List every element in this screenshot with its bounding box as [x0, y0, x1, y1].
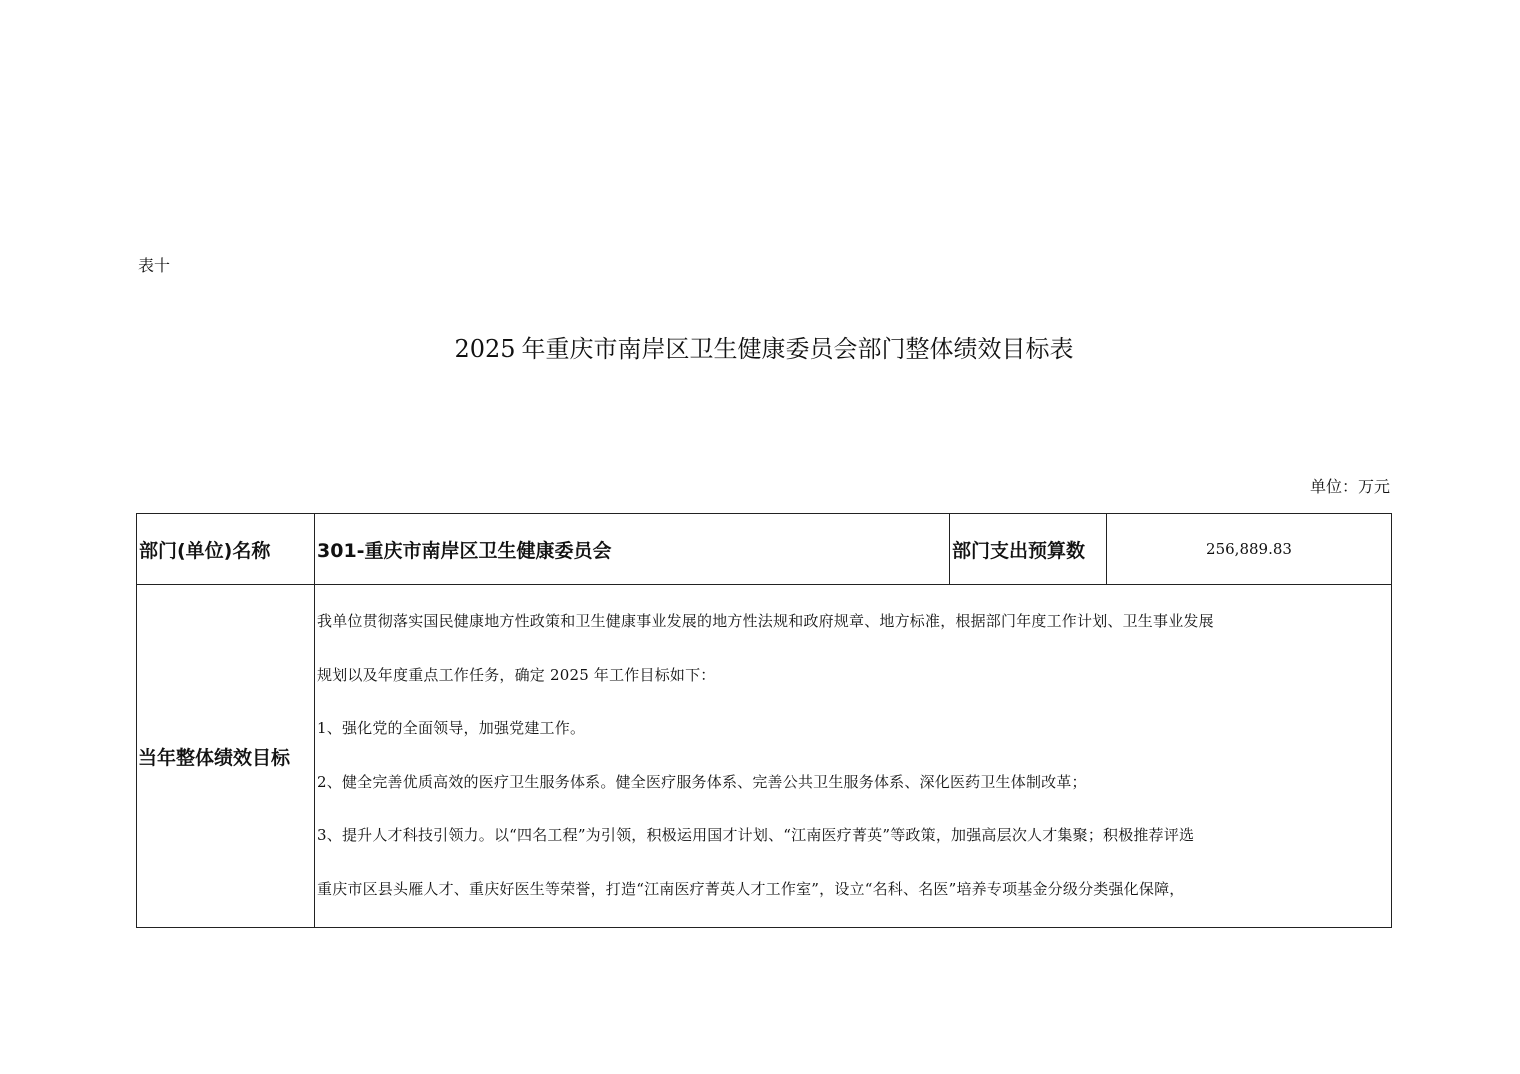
budget-value: 256,889.83 [1107, 514, 1392, 585]
goal-line: 我单位贯彻落实国民健康地方性政策和卫生健康事业发展的地方性法规和政府规章、地方标准，根据部门年度工作计划、卫生事业发展 [317, 612, 1214, 630]
goal-content [315, 585, 1392, 928]
goal-line: 1、强化党的全面领导，加强党建工作。 [317, 719, 586, 737]
unit-label: 单位：万元 [1309, 477, 1390, 496]
dept-name-label: 部门(单位)名称 [137, 514, 315, 585]
goal-line: 重庆市区县头雁人才、重庆好医生等荣誉，打造“江南医疗菁英人才工作室”，设立“名科、名医”培养专项基金分级分类强化保障， [317, 879, 1185, 898]
dept-name-value: 301-重庆市南岸区卫生健康委员会 [315, 514, 950, 585]
title-year: 2025 [454, 335, 516, 363]
goal-line: 2、健全完善优质高效的医疗卫生服务体系。健全医疗服务体系、完善公共卫生服务体系、深化医药卫生体制改革； [317, 772, 1087, 791]
document-title [0, 332, 1520, 366]
performance-goal-table [136, 513, 1392, 928]
table-number-label: 表十 [138, 256, 171, 275]
goal-row [137, 585, 1392, 928]
goal-line: 规划以及年度重点工作任务，确定 2025 年工作目标如下： [317, 665, 716, 684]
goal-label: 当年整体绩效目标 [137, 585, 315, 928]
goal-line: 3、提升人才科技引领力。以“四名工程”为引领，积极运用国才计划、“江南医疗菁英”等政策，加强高层次人才集聚；积极推荐评选 [317, 826, 1195, 844]
budget-label: 部门支出预算数 [950, 514, 1107, 585]
title-text: 年重庆市南岸区卫生健康委员会部门整体绩效目标表 [521, 335, 1074, 363]
header-row [137, 514, 1392, 585]
